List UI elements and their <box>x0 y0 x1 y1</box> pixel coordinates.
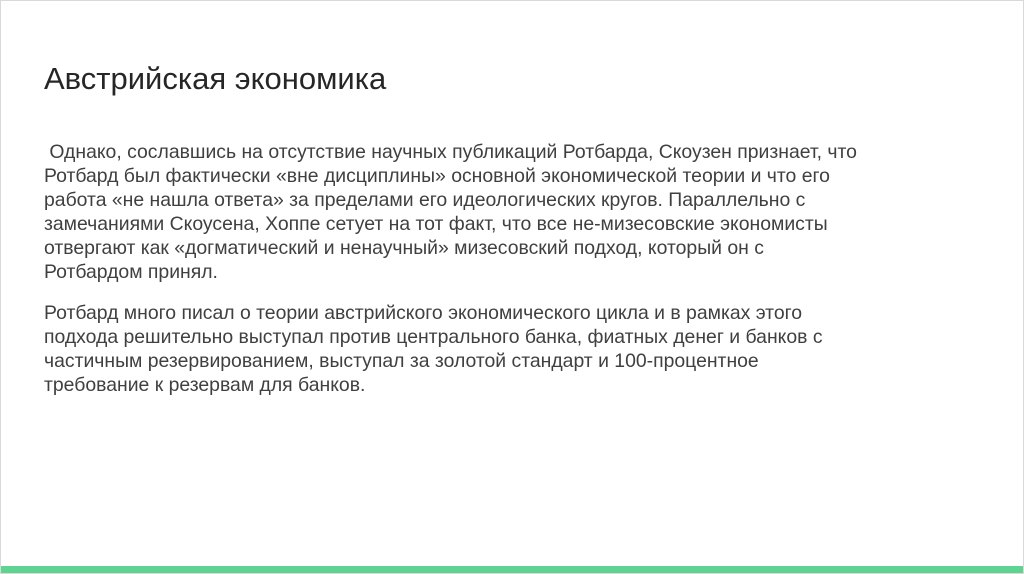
paragraph-2-line-1: Ротбард много писал о теории австрийского экономического цикла и в рамках этого <box>44 302 803 325</box>
paragraph-1-line-5: отвергают как «догматический и ненаучный» мизесовский подход, который он с <box>44 236 764 259</box>
paragraph-1-line-6: Ротбардом принял. <box>44 260 218 283</box>
bottom-accent-bar <box>1 566 1024 573</box>
paragraph-1 <box>44 141 994 284</box>
slide-body <box>44 141 994 398</box>
paragraph-1-line-2: Ротбард был фактически «вне дисциплины» основной экономической теории и что его <box>44 164 830 187</box>
paragraph-2-line-4: требование к резервам для банков. <box>44 374 366 397</box>
slide-title: Австрийская экономика <box>44 61 387 96</box>
paragraph-1-line-4: замечаниями Скоусена, Хоппе сетует на тот факт, что все не-мизесовские экономисты <box>44 212 828 235</box>
paragraph-1-line-3: работа «не нашла ответа» за пределами его идеологических кругов. Параллельно с <box>44 188 806 211</box>
paragraph-1-line-1: Однако, сославшись на отсутствие научных публикаций Ротбарда, Скоузен признает, что <box>44 141 857 163</box>
paragraph-2 <box>44 302 994 398</box>
paragraph-2-line-3: частичным резервированием, выступал за золотой стандарт и 100-процентное <box>44 350 759 373</box>
paragraph-2-line-2: подхода решительно выступал против центрального банка, фиатных денег и банков с <box>44 326 823 349</box>
